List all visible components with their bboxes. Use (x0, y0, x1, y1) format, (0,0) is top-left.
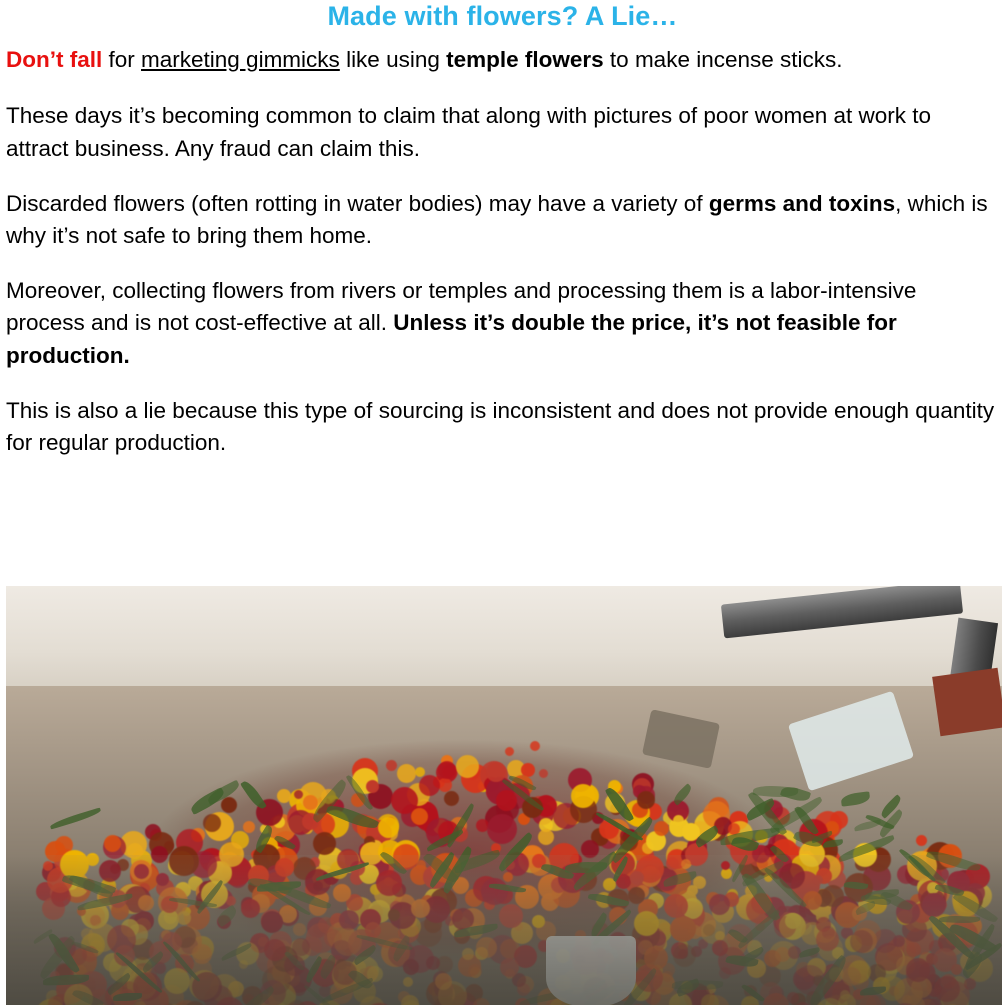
document-page (0, 2, 1005, 1005)
discarded-flowers-photo (6, 586, 1002, 1005)
paragraph-5: This is also a lie because this type of sourcing is inconsistent and does not provide enough quantity for regular production. (6, 397, 995, 456)
photo-brick (932, 668, 1002, 737)
paragraph-1-bold: temple flowers (446, 46, 604, 72)
paragraph-3-bold: germs and toxins (708, 190, 896, 216)
paragraph-4-bold: Unless it’s double the price, it’s not feasible for production. (6, 310, 897, 369)
paragraph-1-text-a: for (102, 46, 142, 72)
paragraph-1-text-b: like using (339, 46, 447, 72)
paragraph-3-text-b: , which is why it’s not safe to bring them home. (6, 190, 988, 249)
paragraph-4 (6, 275, 997, 373)
paragraph-1-emphasis-red: Don’t fall (6, 46, 103, 72)
paragraph-3 (6, 188, 997, 253)
photo-water (6, 855, 1002, 1005)
paragraph-1 (6, 44, 997, 77)
paragraph-1-underlined: marketing gimmicks (141, 46, 340, 72)
page-title: Made with flowers? A Lie… (327, 1, 678, 31)
document-body (0, 44, 1005, 460)
paragraph-2: These days it’s becoming common to claim that along with pictures of poor women at work to attract business. Any fraud can claim this. (6, 103, 932, 161)
paragraph-1-text-c: to make incense sticks. (603, 46, 843, 72)
paragraph-3-text-a: Discarded flowers (often rotting in water bodies) may have a variety of (6, 190, 709, 216)
paragraph-4-text-a: Moreover, collecting flowers from rivers or temples and processing them is a labor-intensive process and is not cost-effective at all. (6, 277, 917, 336)
